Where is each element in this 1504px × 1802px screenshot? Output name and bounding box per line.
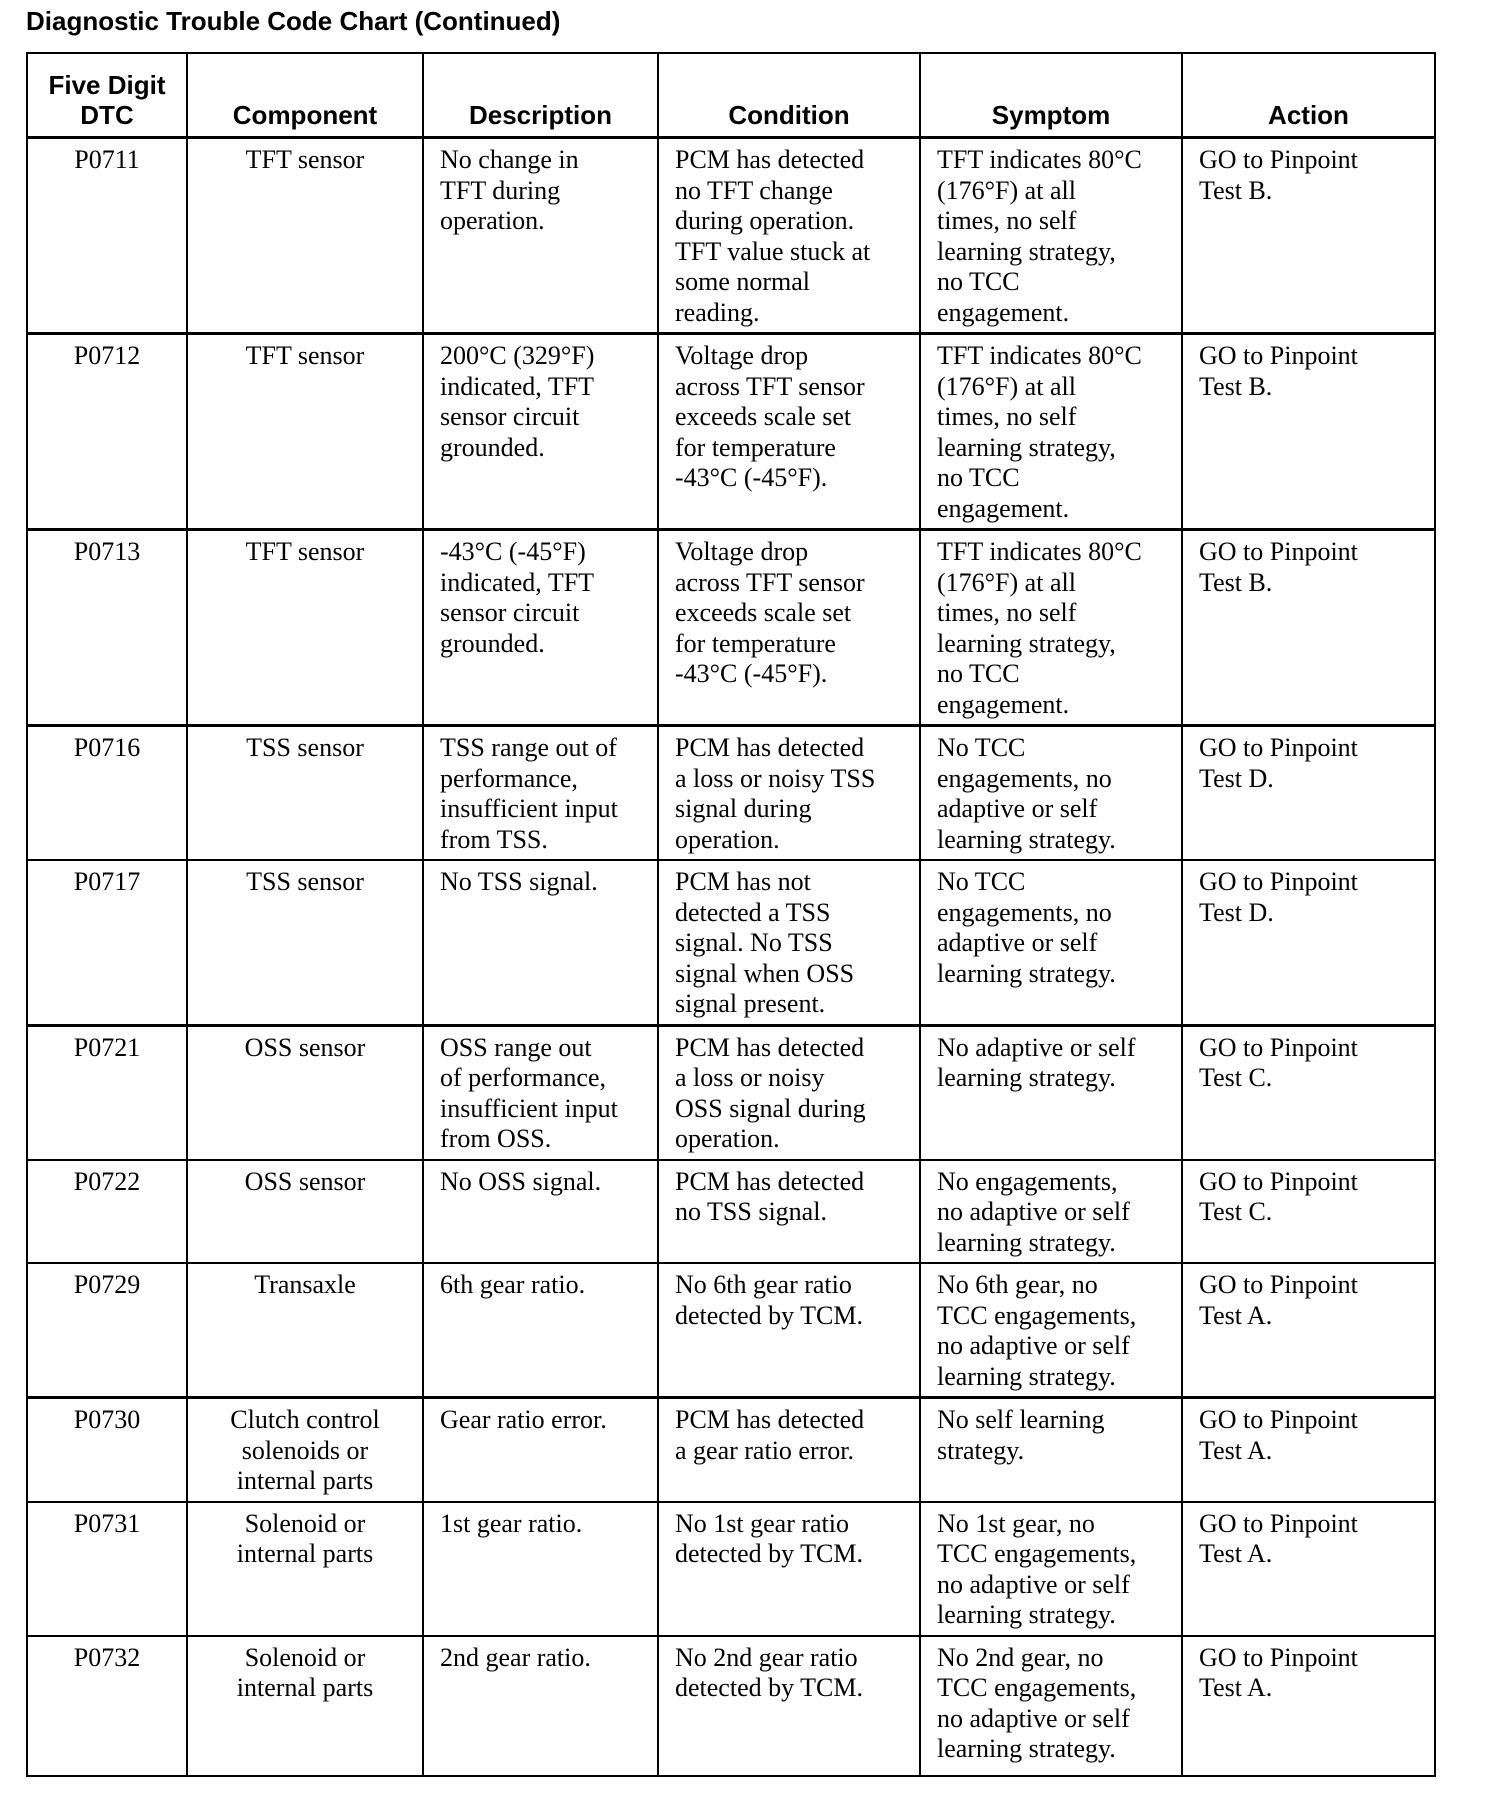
condition-cell: No 6th gear ratio detected by TCM.: [658, 1263, 920, 1398]
description-cell: 200°C (329°F) indicated, TFT sensor circuit grounded.: [423, 334, 658, 530]
condition-cell: PCM has detected no TFT change during operation. TFT value stuck at some normal reading.: [658, 138, 920, 334]
component-cell: TSS sensor: [187, 860, 423, 1025]
description-cell: No change in TFT during operation.: [423, 138, 658, 334]
component-cell: TFT sensor: [187, 530, 423, 726]
dtc-cell: P0712: [27, 334, 187, 530]
component-cell: OSS sensor: [187, 1025, 423, 1160]
header-symptom: Symptom: [920, 53, 1182, 138]
description-cell: TSS range out of performance, insufficient input from TSS.: [423, 726, 658, 861]
table-row: [27, 1160, 1435, 1264]
dtc-cell: P0713: [27, 530, 187, 726]
action-cell: GO to Pinpoint Test A.: [1182, 1636, 1435, 1776]
dtc-cell: P0721: [27, 1025, 187, 1160]
table-row: [27, 530, 1435, 726]
condition-cell: No 1st gear ratio detected by TCM.: [658, 1502, 920, 1636]
dtc-cell: P0729: [27, 1263, 187, 1398]
table-row: [27, 138, 1435, 334]
symptom-cell: TFT indicates 80°C (176°F) at all times, no self learning strategy, no TCC engagement.: [920, 138, 1182, 334]
symptom-cell: No 6th gear, no TCC engagements, no adaptive or self learning strategy.: [920, 1263, 1182, 1398]
symptom-cell: No 2nd gear, no TCC engagements, no adaptive or self learning strategy.: [920, 1636, 1182, 1776]
header-component: Component: [187, 53, 423, 138]
symptom-cell: No engagements, no adaptive or self learning strategy.: [920, 1160, 1182, 1264]
component-cell: Solenoid or internal parts: [187, 1502, 423, 1636]
table-row: [27, 1502, 1435, 1636]
table-header: [27, 53, 1435, 138]
symptom-cell: No 1st gear, no TCC engagements, no adaptive or self learning strategy.: [920, 1502, 1182, 1636]
condition-cell: PCM has not detected a TSS signal. No TSS signal when OSS signal present.: [658, 860, 920, 1025]
table-row: [27, 1263, 1435, 1398]
header-dtc: [27, 53, 187, 138]
condition-cell: PCM has detected a loss or noisy TSS signal during operation.: [658, 726, 920, 861]
dtc-cell: P0732: [27, 1636, 187, 1776]
condition-cell: Voltage drop across TFT sensor exceeds scale set for temperature -43°C (-45°F).: [658, 334, 920, 530]
symptom-cell: TFT indicates 80°C (176°F) at all times, no self learning strategy, no TCC engagement.: [920, 334, 1182, 530]
condition-cell: PCM has detected a loss or noisy OSS signal during operation.: [658, 1025, 920, 1160]
symptom-cell: No adaptive or self learning strategy.: [920, 1025, 1182, 1160]
component-cell: Transaxle: [187, 1263, 423, 1398]
action-cell: GO to Pinpoint Test A.: [1182, 1502, 1435, 1636]
dtc-cell: P0722: [27, 1160, 187, 1264]
table-row: [27, 334, 1435, 530]
table-body: [27, 138, 1435, 1776]
description-cell: -43°C (-45°F) indicated, TFT sensor circuit grounded.: [423, 530, 658, 726]
dtc-cell: P0711: [27, 138, 187, 334]
dtc-cell: P0716: [27, 726, 187, 861]
description-cell: OSS range out of performance, insufficient input from OSS.: [423, 1025, 658, 1160]
table-row: [27, 1636, 1435, 1776]
action-cell: GO to Pinpoint Test C.: [1182, 1025, 1435, 1160]
header-dtc-line1: Five Digit DTC: [48, 70, 166, 130]
table-row: [27, 1398, 1435, 1502]
symptom-cell: No TCC engagements, no adaptive or self learning strategy.: [920, 726, 1182, 861]
description-cell: No TSS signal.: [423, 860, 658, 1025]
header-row: [27, 53, 1435, 138]
action-cell: GO to Pinpoint Test D.: [1182, 860, 1435, 1025]
action-cell: GO to Pinpoint Test B.: [1182, 530, 1435, 726]
condition-cell: No 2nd gear ratio detected by TCM.: [658, 1636, 920, 1776]
dtc-cell: P0730: [27, 1398, 187, 1502]
dtc-chart-table: [26, 52, 1436, 1777]
component-cell: Solenoid or internal parts: [187, 1636, 423, 1776]
description-cell: No OSS signal.: [423, 1160, 658, 1264]
symptom-cell: No self learning strategy.: [920, 1398, 1182, 1502]
header-action: Action: [1182, 53, 1435, 138]
action-cell: GO to Pinpoint Test D.: [1182, 726, 1435, 861]
symptom-cell: No TCC engagements, no adaptive or self learning strategy.: [920, 860, 1182, 1025]
action-cell: GO to Pinpoint Test A.: [1182, 1398, 1435, 1502]
header-condition: Condition: [658, 53, 920, 138]
dtc-cell: P0717: [27, 860, 187, 1025]
component-cell: TFT sensor: [187, 138, 423, 334]
description-cell: Gear ratio error.: [423, 1398, 658, 1502]
description-cell: 1st gear ratio.: [423, 1502, 658, 1636]
action-cell: GO to Pinpoint Test B.: [1182, 334, 1435, 530]
table-row: [27, 860, 1435, 1025]
description-cell: 2nd gear ratio.: [423, 1636, 658, 1776]
description-cell: 6th gear ratio.: [423, 1263, 658, 1398]
table-row: [27, 1025, 1435, 1160]
condition-cell: PCM has detected no TSS signal.: [658, 1160, 920, 1264]
action-cell: GO to Pinpoint Test B.: [1182, 138, 1435, 334]
table-row: [27, 726, 1435, 861]
component-cell: OSS sensor: [187, 1160, 423, 1264]
page-title: Diagnostic Trouble Code Chart (Continued): [26, 6, 561, 36]
component-cell: Clutch control solenoids or internal parts: [187, 1398, 423, 1502]
action-cell: GO to Pinpoint Test C.: [1182, 1160, 1435, 1264]
symptom-cell: TFT indicates 80°C (176°F) at all times, no self learning strategy, no TCC engagement.: [920, 530, 1182, 726]
condition-cell: PCM has detected a gear ratio error.: [658, 1398, 920, 1502]
component-cell: TSS sensor: [187, 726, 423, 861]
header-description: Description: [423, 53, 658, 138]
dtc-cell: P0731: [27, 1502, 187, 1636]
condition-cell: Voltage drop across TFT sensor exceeds scale set for temperature -43°C (-45°F).: [658, 530, 920, 726]
action-cell: GO to Pinpoint Test A.: [1182, 1263, 1435, 1398]
component-cell: TFT sensor: [187, 334, 423, 530]
